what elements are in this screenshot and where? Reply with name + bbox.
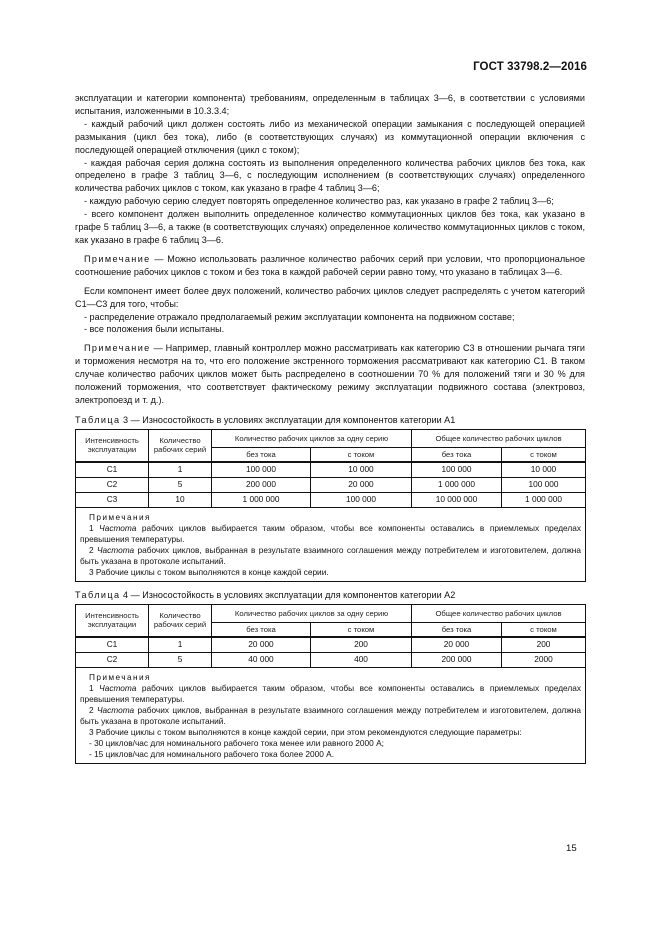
notes-heading: Примечания [89,511,151,522]
list-item: - все положения были испытаны. [84,324,225,335]
table-row [76,652,586,667]
header-per-series: Количество рабочих циклов за одну серию [212,604,412,622]
header-with-current: с током [311,622,412,637]
table-caption-text: 4 — Износостойкость в условиях эксплуатации для компонентов категории А2 [120,589,456,600]
list-item: - каждую рабочую серию следует повторять определенное количество раз, как указано в графе 2 таблиц 3—6; [84,196,554,207]
table-note-list-item: - 15 циклов/час для номинального рабочего тока более 2000 А. [89,748,335,759]
table-cell: 100 000 [502,477,586,492]
table-cell: 2000 [502,652,586,667]
note-italic-word: Частота [96,544,135,555]
table-cell: 200 [502,637,586,653]
note-italic-word: Частота [99,522,137,533]
standard-header: ГОСТ 33798.2—2016 [473,61,587,73]
paragraph: Если компонент имеет более двух положений, количество рабочих циклов следует распределять с учетом категорий С1—С3 для того, чтобы: [75,285,585,309]
table-cell: 100 000 [212,462,311,478]
note-number: 2 [89,544,97,555]
note-text: рабочих циклов, выбранная в результате взаимного соглашения между потребителем и изготовителем, должна быть указана в протоколе испытаний. [80,704,581,726]
table-cell: С1 [76,462,149,478]
paragraph: эксплуатации и категории компонента) требованиям, определенным в таблицах 3—6, в соответствии с условиями испытания, изложенными в 10.3.3.4; [75,93,585,116]
table3-notes [76,507,586,581]
table-cell: 1 000 000 [412,477,502,492]
table-notes-row [76,507,586,581]
table-cell: 200 000 [412,652,502,667]
header-total: Общее количество рабочих циклов [412,429,586,447]
header-series-count: Количество рабочих серий [149,604,212,637]
table-cell: С2 [76,652,149,667]
table4-caption [75,589,585,601]
table-cell: С2 [76,477,149,492]
table-label: Таблица [75,414,121,425]
header-no-current: без тока [412,447,502,462]
note-paragraph [75,342,585,407]
page-content [75,92,585,764]
table-note-list-item: - 30 циклов/час для номинального рабочего тока менее или равного 2000 А; [89,737,384,748]
table-cell: 20 000 [412,637,502,653]
header-with-current: с током [502,447,586,462]
table-row [76,492,586,507]
table-cell: 400 [311,652,412,667]
header-per-series: Количество рабочих циклов за одну серию [212,429,412,447]
table-cell: 5 [149,477,212,492]
table-cell: 1 [149,462,212,478]
note-italic-word: Частота [99,682,137,693]
table-cell: 10 000 [311,462,412,478]
note-number: 2 [89,704,97,715]
note-label: Примечание [84,253,151,264]
table-cell: 200 [311,637,412,653]
table-cell: 10 000 [502,462,586,478]
table-cell: 10 000 000 [412,492,502,507]
table-label: Таблица [75,589,121,600]
note-label: Примечание [84,343,151,354]
table-row [76,637,586,653]
note-number: 1 [89,522,100,533]
table4-notes [76,667,586,763]
table-note [80,683,581,705]
list-item: - распределение отражало предполагаемый режим эксплуатации компонента на подвижном составе; [84,311,515,322]
note-paragraph [75,253,585,279]
table-cell: 20 000 [212,637,311,653]
table-cell: 40 000 [212,652,311,667]
header-with-current: с током [502,622,586,637]
table-note [80,705,581,727]
note-text: — Можно использовать различное количество рабочих серий при условии, что пропорциональное соотношение рабочих циклов с током и без тока в каждой рабочей серии равно тому, что указано в таблицах 3—6. [75,253,585,277]
header-no-current: без тока [212,622,311,637]
header-total: Общее количество рабочих циклов [412,604,586,622]
note-number: 1 [89,682,100,693]
table3 [75,429,586,582]
list-item: - каждый рабочий цикл должен состоять либо из механической операции замыкания с последующей операцией размыкания (цикл без тока), либо (в соответствующих случаях) из коммутационной операции включения с последующей операцией отключения (цикл с током); [75,118,585,155]
header-series-count: Количество рабочих серий [149,429,212,462]
list-item: - каждая рабочая серия должна состоять из выполнения определенного количества рабочих циклов без тока, как определено в графе 3 таблиц 3—6, с последующим исполнением (в соответствующих случаях) определенного количества рабочих циклов с током, как указано в графе 4 таблиц 3—6; [75,157,585,194]
header-intensity: Интенсивность эксплуатации [76,429,149,462]
note-text: рабочих циклов выбирается таким образом, чтобы все компоненты оставались в приемлемых пределах превышения температуры. [80,682,581,704]
table-cell: С1 [76,637,149,653]
table-cell: 100 000 [412,462,502,478]
table-cell: 1 000 000 [212,492,311,507]
table-cell: 10 [149,492,212,507]
table-note: 3 Рабочие циклы с током выполняются в конце каждой серии, при этом рекомендуются следующие параметры: [89,726,522,737]
table-caption-text: 3 — Износостойкость в условиях эксплуатации для компонентов категории А1 [120,414,456,425]
table3-caption [75,414,585,426]
note-text: рабочих циклов выбирается таким образом, чтобы все компоненты оставались в приемлемых пределах превышения температуры. [80,522,581,544]
table-cell: 5 [149,652,212,667]
table-cell: С3 [76,492,149,507]
notes-heading: Примечания [89,671,151,682]
table-notes-row [76,667,586,763]
table-cell: 1 [149,637,212,653]
header-with-current: с током [311,447,412,462]
table-row [76,462,586,478]
header-no-current: без тока [412,622,502,637]
table-note: 3 Рабочие циклы с током выполняются в конце каждой серии. [89,566,329,577]
table-note [80,523,581,545]
table4 [75,604,586,764]
note-italic-word: Частота [96,704,135,715]
note-text: рабочих циклов, выбранная в результате взаимного соглашения между потребителем и изготовителем, должна быть указана в протоколе испытаний. [80,544,581,566]
table-note [80,545,581,567]
header-intensity: Интенсивность эксплуатации [76,604,149,637]
table-cell: 1 000 000 [502,492,586,507]
header-no-current: без тока [212,447,311,462]
table-cell: 200 000 [212,477,311,492]
table-cell: 100 000 [311,492,412,507]
note-text: — Например, главный контроллер можно рассматривать как категорию С3 в отношении рычага тяги и торможения несмотря на то, что его положение экстренного торможения рассматривают как категорию С1. В таком случае количество рабочих циклов может быть распределено в соотношении 70 % для положений тяги и 30 % для положений торможения, что соответствует фактическому режиму эксплуатации подвижного состава (электровоз, электропоезд и т. д.). [75,343,585,405]
table-cell: 20 000 [311,477,412,492]
list-item: - всего компонент должен выполнить определенное количество коммутационных циклов без тока, как указано в графе 5 таблиц 3—6, а также (в соответствующих случаях) определенное количество коммутационных циклов с током, как указано в графе 6 таблиц 3—6. [75,209,585,245]
page-number: 15 [566,843,577,854]
table-row [76,477,586,492]
